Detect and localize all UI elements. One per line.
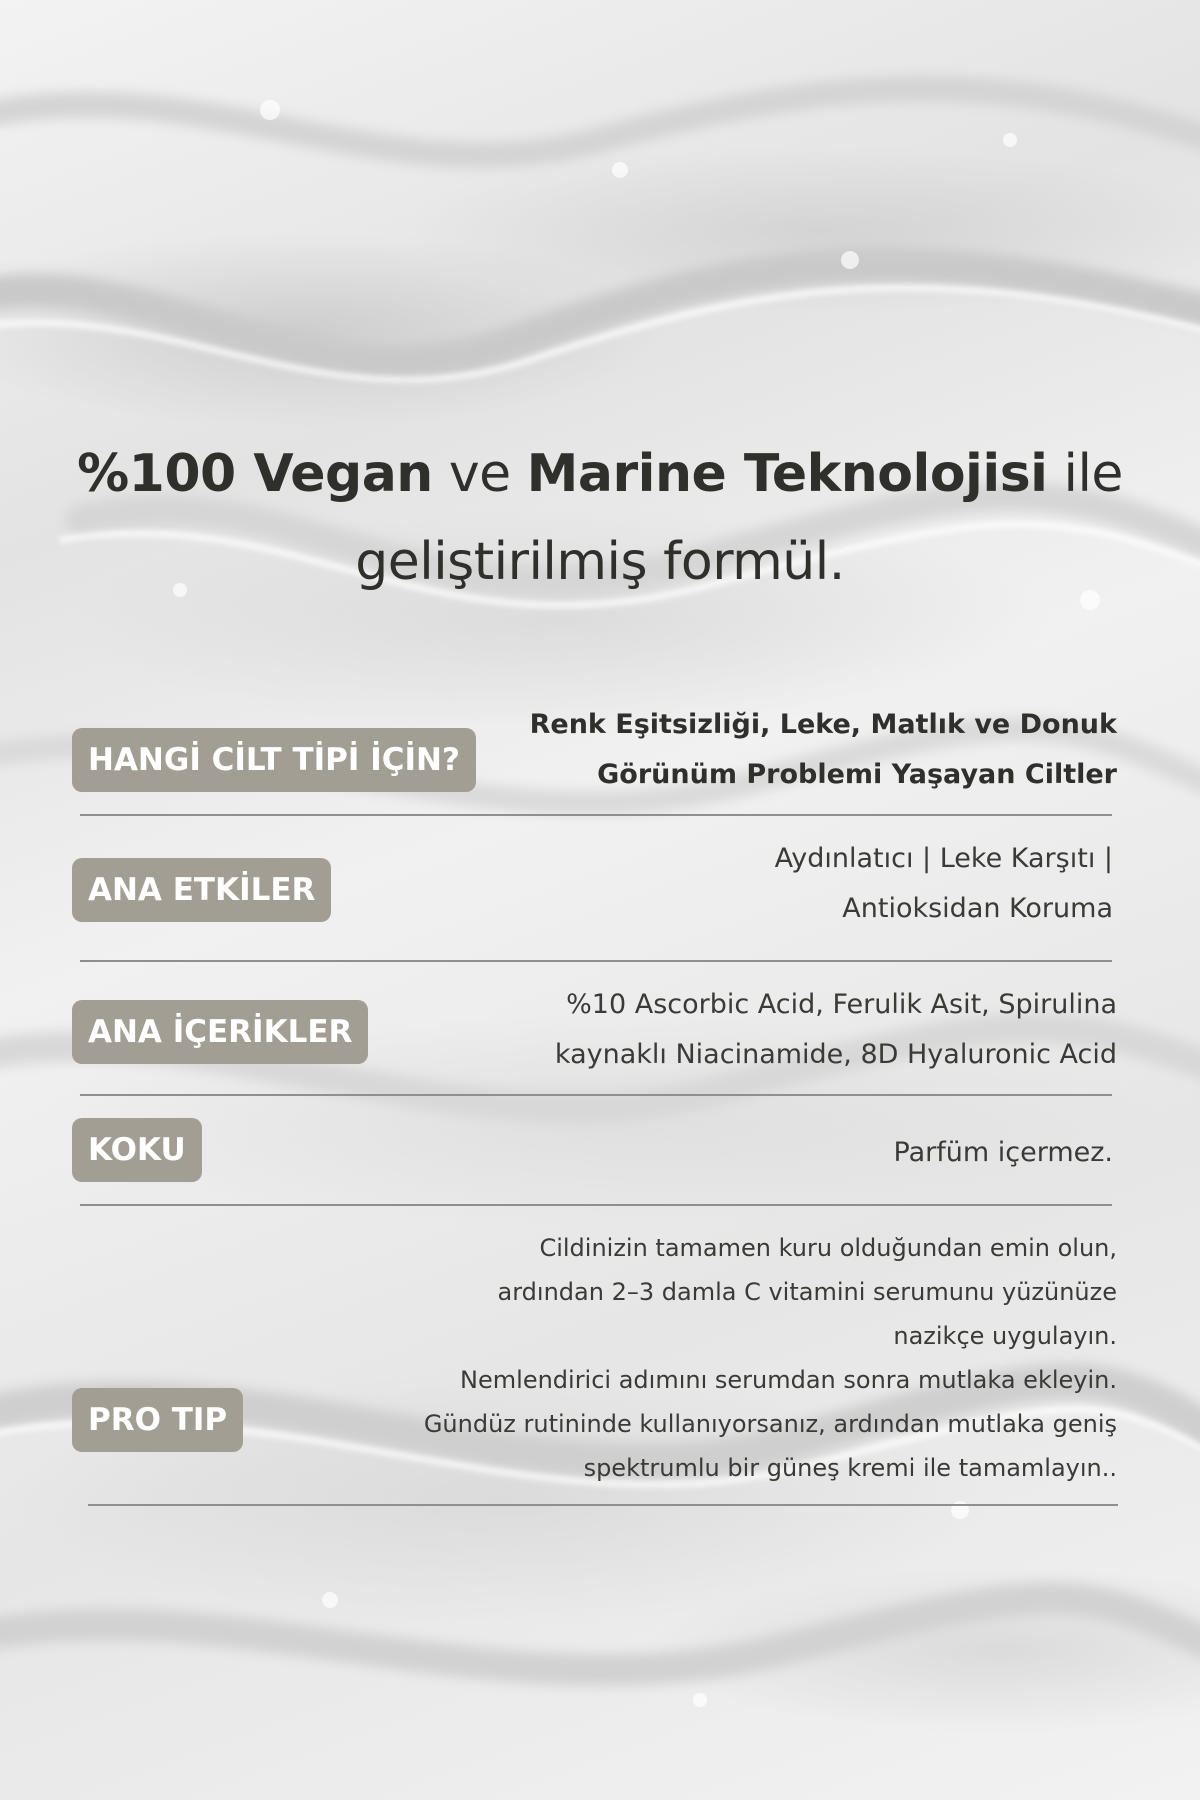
headline-line-1 <box>0 430 1200 518</box>
headline-vegan: %100 Vegan <box>77 444 433 504</box>
headline-line-2: geliştirilmiş formül. <box>355 532 845 592</box>
label-pill-scent: KOKU <box>72 1118 202 1182</box>
headline-suffix: ile <box>1047 444 1123 504</box>
headline-marine: Marine Teknolojisi <box>526 444 1048 504</box>
value-pro-tip: Cildinizin tamamen kuru olduğundan emin olun, ardından 2–3 damla C vitamini serumunu yüzünüze nazikçe uygulayın. Nemlendirici adımını serumdan sonra mutlaka ekleyin. Gündüz rutininde kullanıyorsanız, ardından mutlaka geniş spektrumlu bir güneş kremi ile tamamlayın.. <box>423 1234 1117 1482</box>
label-pill-pro-tip: PRO TIP <box>72 1388 243 1452</box>
divider <box>80 814 1112 816</box>
divider <box>80 960 1112 962</box>
value-ingredients: %10 Ascorbic Acid, Ferulik Asit, Spirulina kaynaklı Niacinamide, 8D Hyaluronic Acid <box>554 989 1117 1070</box>
divider <box>80 1204 1112 1206</box>
value-skin-type: Renk Eşitsizliği, Leke, Matlık ve Donuk Görünüm Problemi Yaşayan Ciltler <box>529 709 1117 790</box>
value-scent: Parfüm içermez. <box>893 1137 1113 1168</box>
label-pill-main-effects: ANA ETKİLER <box>72 858 331 922</box>
headline <box>0 430 1200 606</box>
label-pill-skin-type: HANGİ CİLT TİPİ İÇİN? <box>72 728 476 792</box>
label-pill-ingredients: ANA İÇERİKLER <box>72 1000 368 1064</box>
divider <box>80 1094 1112 1096</box>
divider <box>88 1504 1118 1506</box>
headline-connector: ve <box>432 444 527 504</box>
value-main-effects: Aydınlatıcı | Leke Karşıtı | Antioksidan Koruma <box>774 843 1113 924</box>
